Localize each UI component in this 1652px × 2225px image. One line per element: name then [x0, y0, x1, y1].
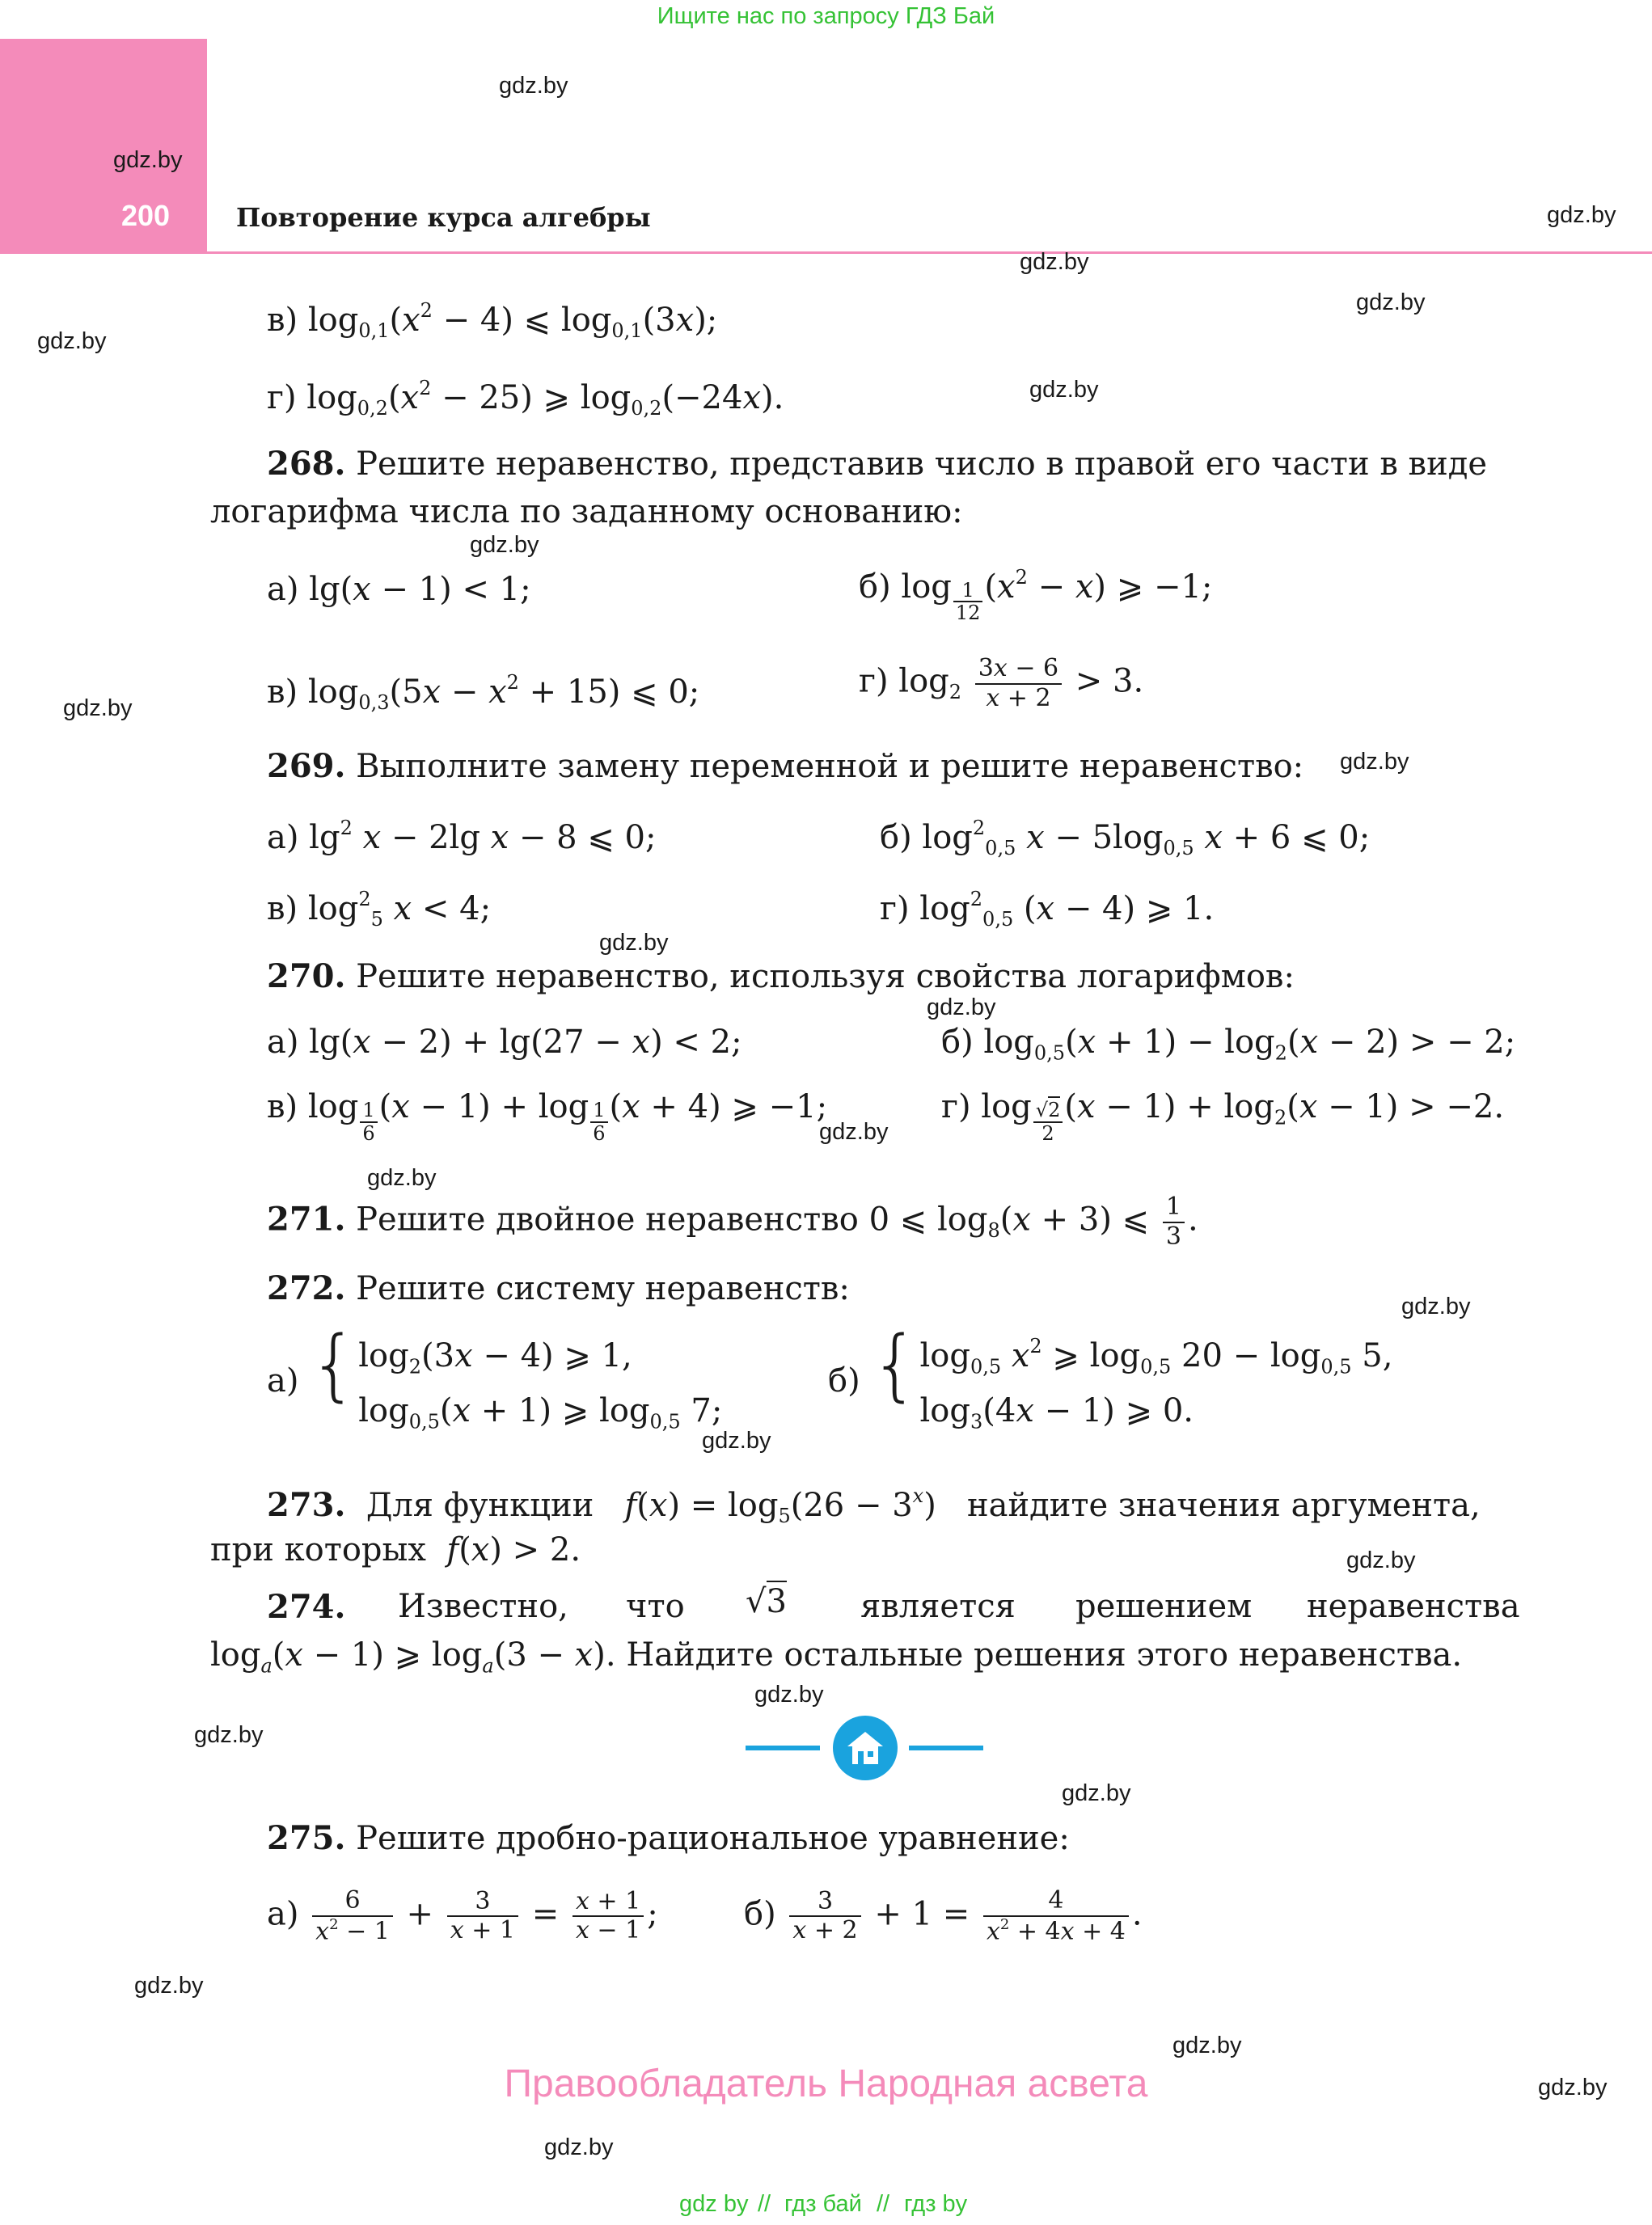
problem-275: 275. Решите дробно-рациональное уравнение:: [267, 1819, 1070, 1857]
problem-274-word: Известно,: [398, 1588, 568, 1625]
watermark: gdz.by: [134, 1973, 204, 1999]
exercise-270-g: г) log $\frac{√2}{2}$ $(x - 1) + \log_2(x - 1) > -2$.: [941, 1088, 1505, 1145]
watermark: gdz.by: [63, 695, 133, 721]
watermark: gdz.by: [1062, 1780, 1131, 1806]
bottom-separator: //: [877, 2191, 890, 2217]
problem-274-cont: $\log_a(x - 1)$ ⩾ $\log_a(3 - x)$. Найдите остальные решения этого неравенства.: [210, 1636, 1463, 1678]
watermark: gdz.by: [194, 1722, 264, 1748]
page-number: 200: [121, 199, 171, 232]
exercise-270-a: а) lg(x − 2) + lg(27 − x) < 2;: [267, 1024, 742, 1061]
watermark: gdz.by: [470, 532, 539, 558]
problem-274-word: неравенства: [1307, 1588, 1520, 1625]
running-title: Повторение курса алгебры: [236, 202, 651, 233]
problem-273: 273. Для функции $f(x) = \log_5(26 - 3^x)$ найдите значения аргумента,: [267, 1484, 1481, 1528]
watermark: gdz.by: [927, 994, 996, 1020]
watermark: gdz.by: [1029, 377, 1099, 403]
watermark: gdz.by: [702, 1428, 771, 1454]
problem-274-word: решением: [1075, 1588, 1253, 1625]
watermark: gdz.by: [819, 1119, 889, 1145]
watermark: gdz.by: [1020, 249, 1089, 275]
exercise-270-v: в) log $\frac{1}{6}$ (x − 1) + log $\frac{1}{6}$ (x + 4) ⩾ −1;: [267, 1088, 828, 1145]
watermark: gdz.by: [754, 1682, 824, 1708]
copyright-notice: Правообладатель Народная асвета: [504, 2062, 1148, 2105]
problem-269: 269. Выполните замену переменной и решите неравенство:: [267, 747, 1304, 785]
problem-273-cont: при которых f(x) > 2.: [210, 1531, 581, 1568]
exercise-270-b: б) $\log_{0,5}(x + 1) - \log_2(x - 2)$ > − 2;: [941, 1024, 1516, 1065]
problem-274-word: что: [626, 1588, 685, 1625]
exercise-275-a: а) $\frac{6}{x^2 - 1}$ + $\frac{3}{x + 1}$ = $\frac{x + 1}{x - 1}$ ;: [267, 1886, 658, 1946]
bottom-link[interactable]: gdz by: [679, 2191, 749, 2217]
watermark: gdz.by: [1401, 1294, 1471, 1319]
top-banner-link[interactable]: Ищите нас по запросу ГДЗ Бай: [657, 3, 995, 29]
exercise-272-b: б) {$\log_{0,5}$ $x^2$ ⩾ $\log_{0,5} 20 - \log_{0,5} 5$, $\log_3(4x - 1)$ ⩾ 0.: [828, 1319, 1393, 1433]
watermark: gdz.by: [1547, 202, 1616, 228]
watermark: gdz.by: [499, 73, 568, 99]
exercise-267-v: в) $\log_{0,1}(x^2 - 4)$ ⩽ $\log_{0,1}(3x)$;: [267, 299, 718, 343]
watermark: gdz.by: [367, 1165, 437, 1191]
exercise-269-v: в) $\log^2_5 x < 4$;: [267, 888, 492, 931]
exercise-269-g: г) $\log^2_{0,5} (x - 4)$ ⩾ 1.: [880, 888, 1215, 931]
problem-274: 274.: [267, 1588, 346, 1626]
header-color-block: [0, 39, 207, 254]
problem-274-word: является: [860, 1588, 1016, 1625]
problem-270: 270. Решите неравенство, используя свойства логарифмов:: [267, 957, 1295, 995]
bottom-link[interactable]: гдз бай: [784, 2191, 862, 2217]
bottom-separator: //: [758, 2191, 771, 2217]
section-divider-line: [746, 1746, 820, 1750]
exercise-269-a: а) $\lg^2 x - 2\lg$ x − 8 ⩽ 0;: [267, 817, 657, 856]
watermark: gdz.by: [599, 930, 669, 956]
section-divider-line: [909, 1746, 983, 1750]
watermark: gdz.by: [113, 147, 183, 173]
home-icon: [833, 1716, 898, 1780]
exercise-267-g: г) $\log_{0,2}(x^2 - 25)$ ⩾ $\log_{0,2}(-24x)$.: [267, 377, 784, 420]
exercise-268-g: г) $\log_2$ $\frac{3x - 6}{x + 2}$ > 3.: [859, 654, 1144, 712]
bottom-link[interactable]: гдз by: [904, 2191, 968, 2217]
problem-274-sqrt: √3: [746, 1583, 787, 1620]
exercise-268-a: а) lg(x − 1) < 1;: [267, 571, 531, 608]
problem-271: 271. Решите двойное неравенство 0 ⩽ $\log_8(x + 3)$ ⩽ $\frac{1}{3}$ .: [267, 1193, 1198, 1251]
problem-272: 272. Решите систему неравенств:: [267, 1269, 850, 1307]
watermark: gdz.by: [1356, 289, 1426, 315]
watermark: gdz.by: [1172, 2033, 1242, 2058]
watermark: gdz.by: [1538, 2075, 1608, 2100]
watermark: gdz.by: [544, 2134, 614, 2160]
exercise-268-b: б) log $\frac{1}{12}$ $(x^2 - x)$ ⩾ −1;: [859, 566, 1213, 625]
exercise-268-v: в) $\log_{0,3}(5x - x^2 + 15)$ ⩽ 0;: [267, 671, 700, 715]
watermark: gdz.by: [37, 328, 107, 354]
watermark: gdz.by: [1340, 749, 1409, 775]
watermark: gdz.by: [1346, 1547, 1416, 1573]
exercise-275-b: б) $\frac{3}{x + 2}$ + 1 = $\frac{4}{x^2 + 4x + 4}$ .: [744, 1886, 1143, 1946]
exercise-272-a: а) {$\log_2(3x - 4)$ ⩾ 1, $\log_{0,5}(x + 1)$ ⩾ $\log_{0,5} 7$;: [267, 1319, 723, 1433]
exercise-269-b: б) $\log^2_{0,5} x - 5\log_{0,5}$ x + 6 ⩽ 0;: [880, 817, 1371, 860]
header-divider: [207, 251, 1652, 254]
problem-268-cont: логарифма числа по заданному основанию:: [210, 493, 963, 530]
problem-268: 268. Решите неравенство, представив число в правой его части в виде: [267, 445, 1488, 483]
